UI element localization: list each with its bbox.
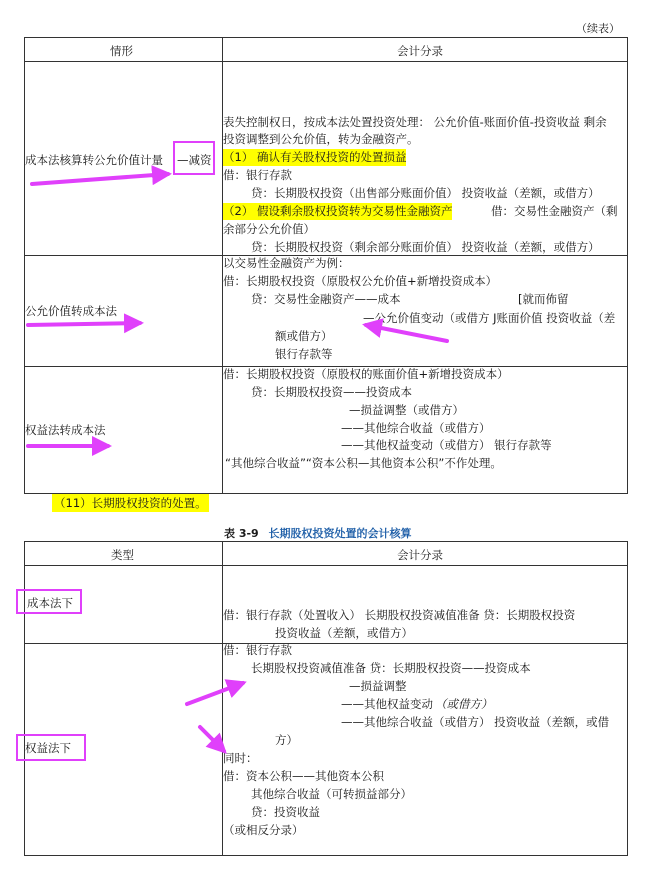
annotation-box-equity-method bbox=[16, 734, 86, 761]
table-caption-title: 长期股权投资处置的会计核算 bbox=[268, 527, 412, 540]
table-row bbox=[25, 566, 628, 644]
header-entries: 会计分录 bbox=[223, 542, 628, 566]
situation-cell: 权益法转成本法 bbox=[25, 367, 223, 494]
situation-cell: 公允价值转成本法 bbox=[25, 256, 223, 367]
accounting-table-2 bbox=[24, 541, 628, 856]
table-row bbox=[25, 367, 628, 494]
header-type: 类型 bbox=[25, 542, 223, 566]
table-caption-number: 表 3-9 bbox=[224, 527, 259, 540]
header-situation: 情形 bbox=[25, 38, 223, 62]
table-row bbox=[25, 62, 628, 256]
entries-cell: 以交易性金融资产为例： 借：长期股权投资（原股权公允价值+新增投资成本） 贷：交易性金融资产——成本 [就而佈留 —公允价值变动（或借方 J账面价值 投资收益（差 额或借方） 银行存款等 bbox=[223, 256, 628, 367]
entries-cell: 借：银行存款 长期股权投资减值准备 贷：长期股权投资——投资成本 —损益调整 ——其他权益变动 （或借方） ——其他综合收益（或借方） 投资收益（差额，或借 方） 同时： 借：资本公积——其他资本公积 其他综合收益（可转损益部分） 贷：投资收益 （或相反分录） bbox=[223, 644, 628, 856]
table-row bbox=[25, 644, 628, 856]
entries-cell: 表失控制权日，按成本法处置投资处理： 公允价值-账面价值-投资收益 剩余 投资调整到公允价值，转为金融资产。 （1） 确认有关股权投资的处置损益 借：银行存款 贷：长期股权投资（出售部分账面价值） 投资收益（差额，或借方） （2） 假设剩余股权投资转为交易性金融资产 借：交易性金融资产（剩 余部分公允价值） 贷：长期股权投资（剩余部分账面价值） 投资收益（差额，或借方） bbox=[223, 62, 628, 256]
continued-label: （续表） bbox=[576, 22, 620, 35]
section-heading: （11）长期股权投资的处置。 bbox=[54, 496, 207, 510]
annotation-box-cost-method bbox=[16, 589, 82, 614]
accounting-table-1 bbox=[24, 37, 628, 494]
table-caption bbox=[224, 525, 412, 541]
situation-cell: 权益法下 bbox=[25, 644, 223, 856]
annotation-box-reduce-capital bbox=[173, 141, 215, 175]
situation-cell: 成本法核算转公允价值计量 —减资 bbox=[25, 62, 223, 256]
header-entries: 会计分录 bbox=[223, 38, 628, 62]
entries-cell: 借：长期股权投资（原股权的账面价值+新增投资成本） 贷：长期股权投资——投资成本 —损益调整（或借方） ——其他综合收益（或借方） ——其他权益变动（或借方） 银行存款等 “其他综合收益”“资本公积—其他资本公积”不作处理。 bbox=[223, 367, 628, 494]
table-row bbox=[25, 256, 628, 367]
situation-cell: 成本法下 bbox=[25, 566, 223, 644]
entries-cell: 借：银行存款（处置收入） 长期股权投资减值准备 贷：长期股权投资 投资收益（差额，或借方） bbox=[223, 566, 628, 644]
